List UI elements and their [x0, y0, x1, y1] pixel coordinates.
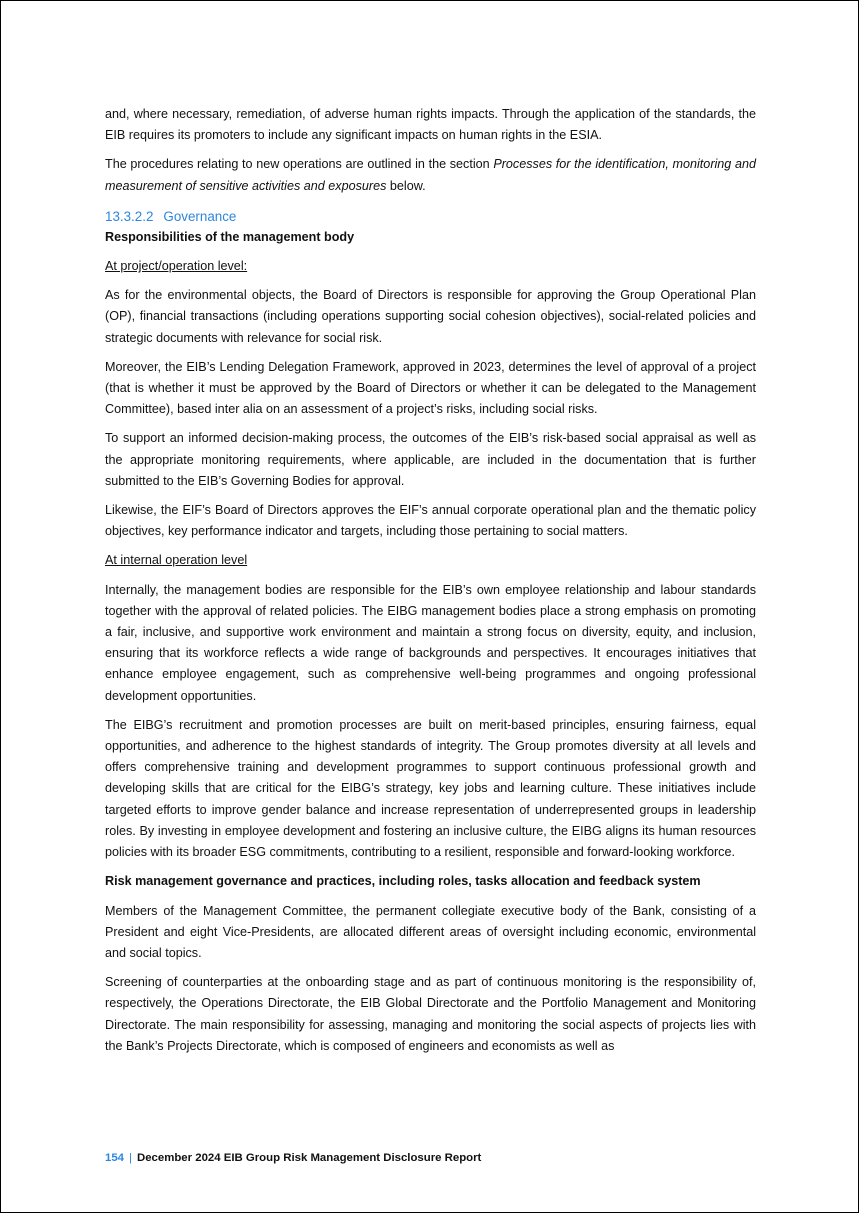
page-footer	[105, 1152, 481, 1164]
paragraph-procedures	[105, 154, 756, 196]
procedures-section-reference: Processes for the identification, monitoring and measurement of sensitive activities and exposures	[105, 157, 756, 193]
paragraph-screening: Screening of counterparties at the onboarding stage and as part of continuous monitoring is the responsibility of, respectively, the Operations Directorate, the EIB Global Directorate and the Portfolio Management and Monitoring Directorate. The main responsibility for assessing, managing and monitoring the social aspects of projects lies with the Bank’s Projects Directorate, which is composed of engineers and economists as well as	[105, 975, 756, 1053]
report-title: December 2024 EIB Group Risk Management Disclosure Report	[136, 1152, 482, 1164]
paragraph-human-rights: and, where necessary, remediation, of adverse human rights impacts. Through the application of the standards, the EIB requires its promoters to include any significant impacts on human rights in the ESIA.	[105, 107, 756, 143]
paragraph-board-approval: As for the environmental objects, the Board of Directors is responsible for approving the Group Operational Plan (OP), financial transactions (including operations supporting social cohesion objectives), social-related policies and strategic documents with relevance for social risk.	[105, 288, 756, 345]
procedures-text-start: The procedures relating to new operations are outlined in the section	[105, 157, 494, 172]
paragraph-management-committee: Members of the Management Committee, the permanent collegiate executive body of the Bank, consisting of a President and eight Vice-Presidents, are allocated different areas of oversight including economic, environmental and social topics.	[105, 903, 756, 960]
paragraph-recruitment: The EIBG’s recruitment and promotion processes are built on merit-based principles, ensuring fairness, equal opportunities, and adherence to the highest standards of integrity. The Group promotes diversity at all levels and offers comprehensive training and development programmes to support continuous professional growth and developing skills that are critical for the EIBG’s strategy, key jobs and learning culture. These initiatives include targeted efforts to improve gender balance and increase representation of underrepresented groups in leadership roles. By investing in employee development and fostering an inclusive culture, the EIBG aligns its human resources policies with its broader ESG commitments, contributing to a resilient, responsible and forward-looking workforce.	[105, 717, 756, 860]
footer-separator: |	[129, 1152, 132, 1164]
page-body	[105, 104, 756, 1057]
heading-risk-governance: Risk management governance and practices, including roles, tasks allocation and feedback system	[105, 874, 701, 889]
section-heading	[105, 207, 756, 227]
paragraph-internal-management: Internally, the management bodies are responsible for the EIB’s own employee relationship and labour standards together with the approval of related policies. The EIBG management bodies place a strong emphasis on promoting a fair, inclusive, and supportive work environment and maintain a strong focus on diversity, equity, and inclusion, ensuring that its workforce reflects a wide range of backgrounds and perspectives. It encourages initiatives that enhance employee engagement, such as comprehensive well-being programmes and ongoing professional development opportunities.	[105, 582, 756, 703]
subheading-internal-level	[105, 550, 756, 571]
paragraph-lending-delegation: Moreover, the EIB’s Lending Delegation Framework, approved in 2023, determines the level of approval of a project (that is whether it must be approved by the Board of Directors or whether it can be delegated to the Management Committee), based inter alia on an assessment of a project’s risks, including social risks.	[105, 359, 756, 417]
section-title: Governance	[163, 208, 237, 224]
procedures-text-end: below.	[386, 178, 426, 193]
subheading-project-level-text: At project/operation level:	[105, 259, 248, 274]
page-number: 154	[105, 1152, 125, 1164]
subheading-project-level	[105, 256, 756, 277]
heading-responsibilities: Responsibilities of the management body	[105, 229, 355, 244]
subheading-internal-level-text: At internal operation level	[105, 553, 248, 568]
paragraph-eif-board: Likewise, the EIF’s Board of Directors approves the EIF’s annual corporate operational plan and the thematic policy objectives, key performance indicator and targets, including those pertaining to social matters.	[105, 503, 756, 539]
section-number: 13.3.2.2	[105, 208, 154, 224]
paragraph-decision-making: To support an informed decision-making process, the outcomes of the EIB’s risk-based social appraisal as well as the appropriate monitoring requirements, where applicable, are included in the documentation that is further submitted to the EIB’s Governing Bodies for approval.	[105, 431, 756, 488]
